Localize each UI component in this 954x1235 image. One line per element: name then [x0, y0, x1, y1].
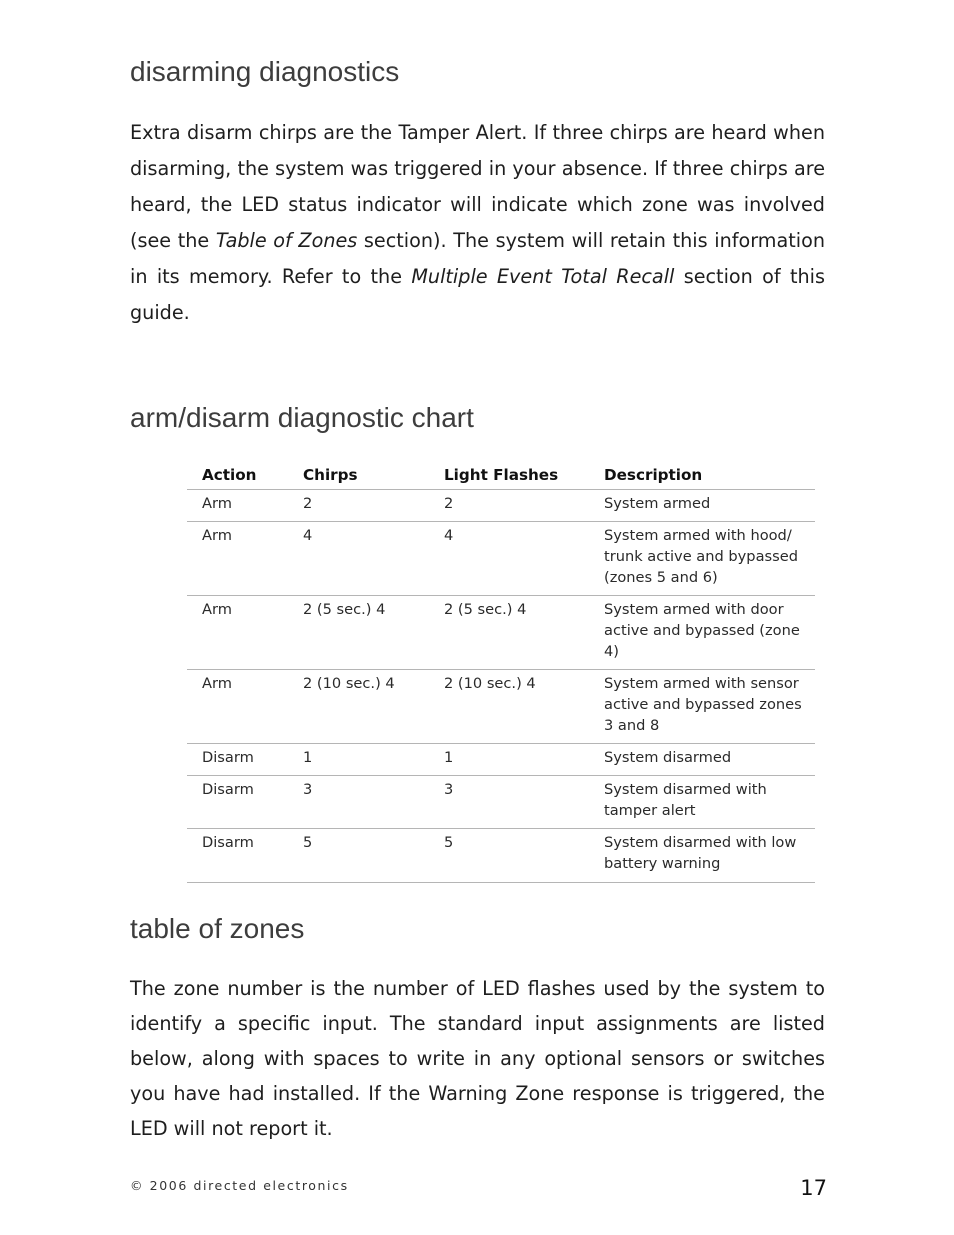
- table-of-zones-heading: table of zones: [130, 913, 305, 944]
- paragraph-text: section of this guide.: [130, 265, 825, 324]
- cell-chirps: 2: [288, 490, 429, 522]
- table-header-row: [187, 461, 815, 490]
- cell-description: System armed with sensor active and bypassed zones 3 and 8: [589, 670, 815, 744]
- column-header-chirps: Chirps: [288, 461, 429, 490]
- disarming-diagnostics-paragraph: [130, 115, 825, 331]
- cell-chirps: 2 (10 sec.) 4: [288, 670, 429, 744]
- cell-chirps: 2 (5 sec.) 4: [288, 596, 429, 670]
- cell-action: Arm: [187, 670, 288, 744]
- cell-action: Disarm: [187, 776, 288, 829]
- cell-action: Disarm: [187, 744, 288, 776]
- table-row: [187, 522, 815, 596]
- cell-description: System disarmed: [589, 744, 815, 776]
- cell-light-flashes: 1: [429, 744, 589, 776]
- cell-chirps: 3: [288, 776, 429, 829]
- arm-disarm-diagnostic-table: [187, 461, 815, 883]
- cell-light-flashes: 3: [429, 776, 589, 829]
- paragraph-text: section). The system will retain this information in its memory. Refer to the: [130, 229, 825, 288]
- column-header-action: Action: [187, 461, 288, 490]
- cell-chirps: 1: [288, 744, 429, 776]
- column-header-light-flashes: Light Flashes: [429, 461, 589, 490]
- table-row: [187, 596, 815, 670]
- cell-description: System armed with hood/ trunk active and bypassed (zones 5 and 6): [589, 522, 815, 596]
- table-of-zones-paragraph: The zone number is the number of LED flashes used by the system to identify a specific input. The standard input assignments are listed below, along with spaces to write in any optional sensors or switches you have had installed. If the Warning Zone response is triggered, the LED will not report it.: [130, 977, 825, 1140]
- table-of-zones-reference: Table of Zones: [215, 229, 358, 252]
- cell-action: Arm: [187, 596, 288, 670]
- table-row: [187, 744, 815, 776]
- table-row: [187, 490, 815, 522]
- footer-copyright: © 2006 directed electronics: [130, 1178, 349, 1193]
- cell-action: Arm: [187, 522, 288, 596]
- cell-action: Disarm: [187, 829, 288, 883]
- cell-light-flashes: 2 (10 sec.) 4: [429, 670, 589, 744]
- cell-chirps: 4: [288, 522, 429, 596]
- cell-description: System armed with door active and bypassed (zone 4): [589, 596, 815, 670]
- cell-light-flashes: 2 (5 sec.) 4: [429, 596, 589, 670]
- cell-description: System disarmed with low battery warning: [589, 829, 815, 883]
- cell-light-flashes: 5: [429, 829, 589, 883]
- column-header-description: Description: [589, 461, 815, 490]
- cell-action: Arm: [187, 490, 288, 522]
- cell-light-flashes: 2: [429, 490, 589, 522]
- table-row: [187, 670, 815, 744]
- cell-chirps: 5: [288, 829, 429, 883]
- cell-description: System armed: [589, 490, 815, 522]
- cell-light-flashes: 4: [429, 522, 589, 596]
- table-row: [187, 776, 815, 829]
- paragraph-text: Extra disarm chirps are the Tamper Alert. If three chirps are heard when disarming, the system was triggered in your absence. If three chirps are heard, the LED status indicator will indicate which zone was involved (see the: [130, 121, 825, 252]
- cell-description: System disarmed with tamper alert: [589, 776, 815, 829]
- page-number: 17: [800, 1176, 827, 1200]
- multiple-event-total-recall-reference: Multiple Event Total Recall: [411, 265, 675, 288]
- arm-disarm-chart-heading: arm/disarm diagnostic chart: [130, 402, 474, 433]
- table-row: [187, 829, 815, 883]
- disarming-diagnostics-heading: disarming diagnostics: [130, 56, 400, 87]
